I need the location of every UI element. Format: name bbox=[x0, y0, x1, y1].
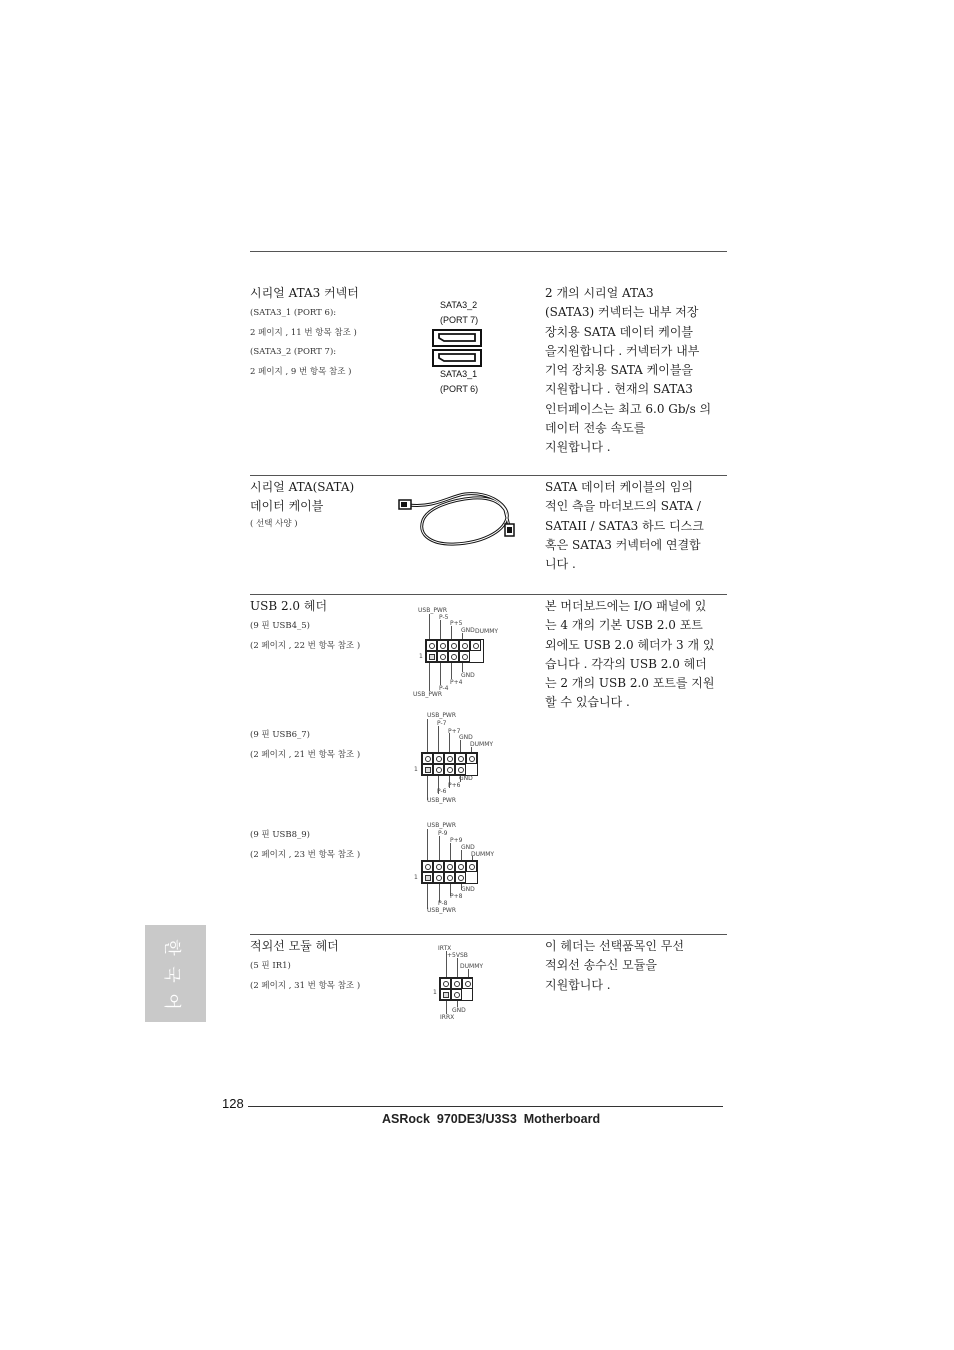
sata3-2-label: SATA3_2 bbox=[440, 300, 478, 310]
pin bbox=[451, 978, 462, 989]
pin bbox=[437, 651, 448, 662]
desc-line: 지원합니다 . 현재의 SATA3 bbox=[545, 382, 693, 397]
pin-label: P+4 bbox=[450, 679, 463, 686]
sata3-2-port-label: (PORT 7) bbox=[440, 315, 479, 325]
usb-sub-line: (9 핀 USB4_5) bbox=[250, 621, 310, 631]
pin bbox=[433, 764, 444, 775]
pin bbox=[422, 753, 433, 764]
desc-line: 는 2 개의 USB 2.0 포트를 지원 bbox=[545, 676, 715, 691]
cable-title-line: 데이터 케이블 bbox=[250, 499, 324, 513]
desc-line: 할 수 있습니다 . bbox=[545, 695, 630, 710]
pin-label: USB_PWR bbox=[413, 691, 443, 698]
usb-header1-subtext bbox=[250, 617, 360, 656]
pin-label: USB_PWR bbox=[427, 907, 457, 914]
pin-label: GND bbox=[461, 844, 475, 851]
language-side-tab bbox=[145, 925, 206, 1022]
cable-subtext: ( 선택 사양 ) bbox=[250, 519, 298, 529]
pin-one-marker: 1 bbox=[433, 989, 437, 996]
pin bbox=[455, 753, 466, 764]
pin-label: DUMMY bbox=[471, 851, 495, 858]
pin bbox=[455, 764, 466, 775]
usb-header3-subtext bbox=[250, 826, 360, 865]
sata3-1-label: SATA3_1 bbox=[440, 369, 478, 379]
pin-label: P-6 bbox=[437, 788, 447, 795]
usb-description bbox=[545, 597, 715, 713]
top-rule bbox=[250, 251, 727, 252]
desc-line: SATAII / SATA3 하드 디스크 bbox=[545, 518, 704, 533]
pin bbox=[455, 872, 466, 883]
desc-line: 본 머더보드에는 I/O 패널에 있 bbox=[545, 599, 707, 613]
pin-one-marker: 1 bbox=[419, 653, 423, 660]
section-divider bbox=[250, 934, 727, 935]
pin bbox=[437, 640, 448, 651]
pin bbox=[459, 651, 470, 662]
pin bbox=[444, 753, 455, 764]
pin-label: P-5 bbox=[439, 614, 449, 621]
pin bbox=[448, 651, 459, 662]
sata3-sub-line: 2 페이지 , 9 번 항목 참조 ) bbox=[250, 366, 352, 377]
pin-label: P-9 bbox=[438, 830, 448, 837]
pin-label: USB_PWR bbox=[427, 797, 457, 804]
sata3-sub-line: 2 페이지 , 11 번 항목 참조 ) bbox=[250, 327, 357, 338]
section-divider bbox=[250, 475, 727, 476]
desc-line: 적외선 송수신 모듈을 bbox=[545, 958, 657, 973]
cable-title-line: 시리얼 ATA(SATA) bbox=[250, 480, 355, 494]
desc-line: 지원합니다 . bbox=[545, 440, 611, 455]
pin-label: DUMMY bbox=[460, 963, 484, 970]
pin-label: +5VSB bbox=[447, 952, 468, 959]
pin-label: GND bbox=[461, 886, 475, 893]
pin bbox=[422, 861, 433, 872]
section-divider bbox=[250, 594, 727, 595]
sata3-sub-line: (SATA3_2 (PORT 7): bbox=[250, 347, 337, 357]
pin-label: USB_PWR bbox=[427, 712, 457, 719]
usb-sub-line: (9 핀 USB8_9) bbox=[250, 830, 310, 840]
ir-title: 적외선 모듈 헤더 bbox=[250, 939, 339, 953]
desc-line: 인터페이스는 최고 6.0 Gb/s 의 bbox=[545, 401, 712, 416]
pin-label: P-7 bbox=[437, 720, 447, 727]
cable-description bbox=[545, 478, 704, 574]
pin bbox=[462, 978, 473, 989]
pin-label: P-8 bbox=[438, 900, 448, 907]
pin bbox=[433, 872, 444, 883]
sata-connector-icon bbox=[432, 329, 484, 369]
page-number: 128 bbox=[222, 1096, 244, 1111]
ir-sub-line: (2 페이지 , 31 번 항목 참조 ) bbox=[250, 980, 361, 991]
side-tab-char: 어 bbox=[161, 993, 182, 1010]
sata3-subtext bbox=[250, 304, 357, 382]
pin bbox=[455, 861, 466, 872]
desc-line: 기억 장치용 SATA 케이블을 bbox=[545, 363, 694, 378]
pin bbox=[451, 989, 462, 1000]
pin-label: USB_PWR bbox=[418, 607, 448, 614]
usb-sub-line: (2 페이지 , 21 번 항목 참조 ) bbox=[250, 749, 361, 760]
usb6-7-pinout-diagram bbox=[412, 710, 512, 805]
pin-1 bbox=[422, 872, 433, 883]
pin-label: IRTX bbox=[438, 945, 452, 952]
footer-rule bbox=[248, 1106, 723, 1107]
pin bbox=[444, 861, 455, 872]
desc-line: (SATA3) 커넥터는 내부 저장 bbox=[545, 305, 699, 320]
side-tab-char: 한 bbox=[161, 939, 182, 956]
pin-label: GND bbox=[452, 1007, 466, 1014]
ir-subtext bbox=[250, 957, 360, 996]
usb-sub-line: (9 핀 USB6_7) bbox=[250, 730, 310, 740]
usb-sub-line: (2 페이지 , 22 번 항목 참조 ) bbox=[250, 640, 361, 651]
pin bbox=[444, 872, 455, 883]
desc-line: 외에도 USB 2.0 헤더가 3 개 있 bbox=[545, 637, 715, 652]
sata3-description bbox=[545, 284, 711, 458]
ir-description bbox=[545, 937, 684, 995]
pin-label: DUMMY bbox=[470, 741, 494, 748]
pin-one-marker: 1 bbox=[414, 766, 418, 773]
pin-label: GND bbox=[459, 775, 473, 782]
desc-line: 2 개의 시리얼 ATA3 bbox=[545, 286, 654, 300]
pin-label: P+7 bbox=[448, 728, 461, 735]
usb4-5-pinout-diagram bbox=[412, 605, 512, 700]
pin bbox=[466, 861, 477, 872]
pin-label: GND bbox=[461, 672, 475, 679]
desc-line: 지원합니다 . bbox=[545, 977, 611, 992]
pin bbox=[470, 640, 481, 651]
pin-label: P+6 bbox=[448, 782, 461, 789]
pin-label: GND bbox=[461, 627, 475, 634]
pin-1 bbox=[426, 651, 437, 662]
pin bbox=[444, 764, 455, 775]
desc-line: 는 4 개의 기본 USB 2.0 포트 bbox=[545, 618, 703, 633]
usb8-9-pinout-diagram bbox=[412, 820, 512, 918]
desc-line: 데이터 전송 속도를 bbox=[545, 421, 646, 436]
desc-line: 니다 . bbox=[545, 557, 576, 572]
pin bbox=[433, 753, 444, 764]
usb-sub-line: (2 페이지 , 23 번 항목 참조 ) bbox=[250, 849, 361, 860]
pin bbox=[448, 640, 459, 651]
pin bbox=[426, 640, 437, 651]
pin-label: P-4 bbox=[439, 685, 449, 692]
desc-line: 습니다 . 각각의 USB 2.0 헤더 bbox=[545, 656, 707, 671]
pin-label: IRRX bbox=[440, 1014, 455, 1021]
sata-cable-icon bbox=[395, 488, 525, 550]
pin-1 bbox=[422, 764, 433, 775]
cable-title bbox=[250, 478, 354, 516]
pin bbox=[466, 753, 477, 764]
usb-header2-subtext bbox=[250, 726, 360, 765]
desc-line: 이 헤더는 선택품목인 무선 bbox=[545, 939, 684, 953]
sata3-1-port-label: (PORT 6) bbox=[440, 384, 479, 394]
ir-sub-line: (5 핀 IR1) bbox=[250, 961, 291, 971]
pin-1 bbox=[440, 989, 451, 1000]
sata3-sub-line: (SATA3_1 (PORT 6): bbox=[250, 308, 337, 318]
pin bbox=[440, 978, 451, 989]
pin-label: P+9 bbox=[450, 837, 463, 844]
desc-line: 장치용 SATA 데이터 케이블 bbox=[545, 324, 694, 339]
side-tab-char: 국 bbox=[161, 966, 182, 983]
ir-pinout-diagram bbox=[432, 942, 502, 1024]
desc-line: 혹은 SATA3 커넥터에 연결합 bbox=[545, 537, 701, 552]
sata3-title: 시리얼 ATA3 커넥터 bbox=[250, 286, 359, 300]
pin bbox=[433, 861, 444, 872]
pin bbox=[459, 640, 470, 651]
footer-model: ASRock 970DE3/U3S3 Motherboard bbox=[382, 1112, 601, 1126]
desc-line: 적인 측을 마더보드의 SATA / bbox=[545, 499, 701, 514]
pin-label: DUMMY bbox=[475, 628, 499, 635]
pin-label: GND bbox=[459, 734, 473, 741]
sata3-diagram bbox=[428, 298, 492, 398]
usb-title: USB 2.0 헤더 bbox=[250, 599, 328, 613]
pin-label: P+8 bbox=[450, 893, 463, 900]
desc-line: 을지원합니다 . 커넥터가 내부 bbox=[545, 343, 700, 358]
pin-label: USB_PWR bbox=[427, 822, 457, 829]
desc-line: SATA 데이터 케이블의 임의 bbox=[545, 480, 694, 494]
pin-one-marker: 1 bbox=[414, 874, 418, 881]
pin-label: P+5 bbox=[450, 620, 463, 627]
